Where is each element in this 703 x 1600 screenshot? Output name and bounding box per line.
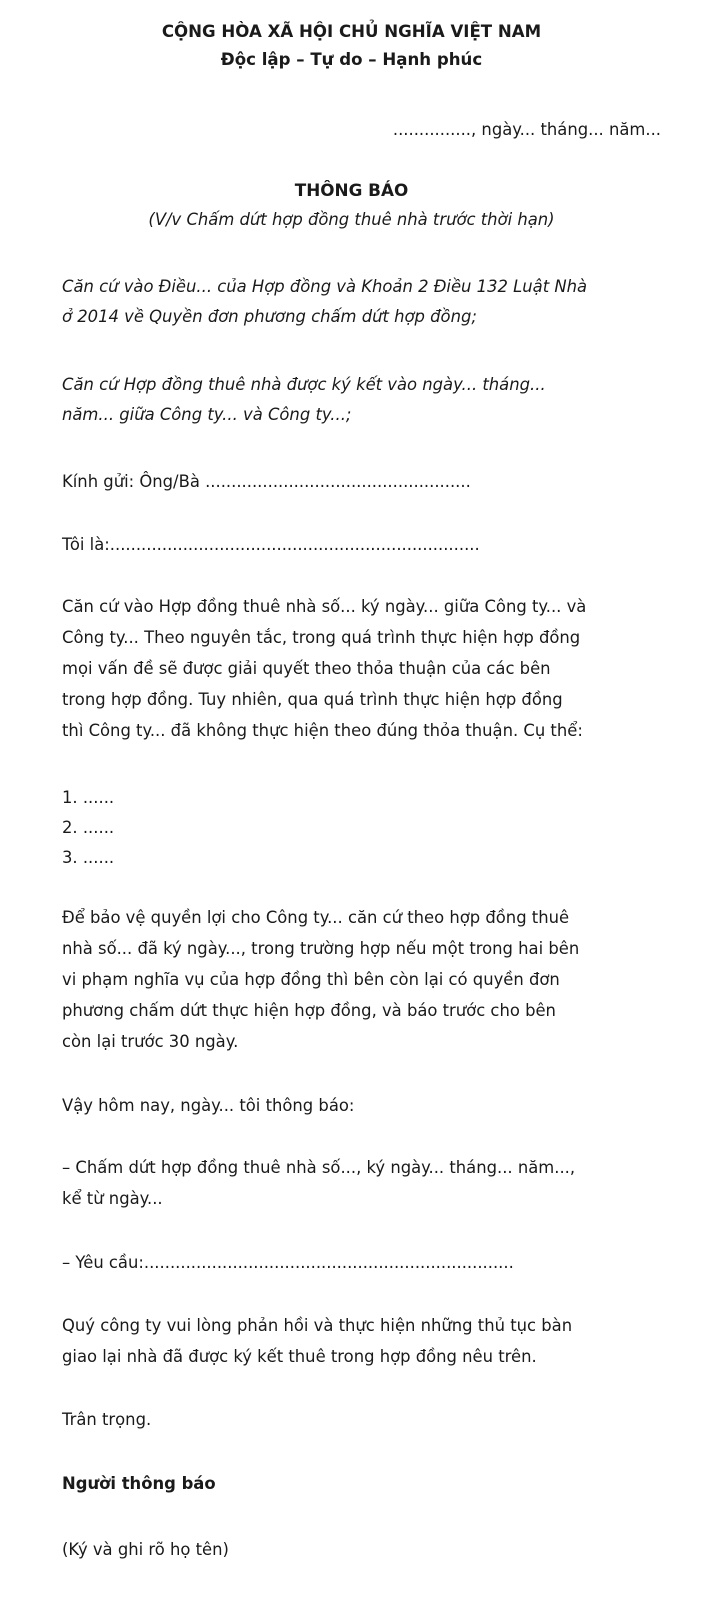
body-paragraph-1-line-1: Căn cứ vào Hợp đồng thuê nhà số... ký ngày... giữa Công ty... và xyxy=(62,597,587,616)
body-paragraph-1-line-4: trong hợp đồng. Tuy nhiên, qua quá trình thực hiện hợp đồng xyxy=(62,690,563,709)
signer-title: Người thông báo xyxy=(62,1474,216,1493)
body-paragraph-2-line-1: Để bảo vệ quyền lợi cho Công ty... căn cứ theo hợp đồng thuê xyxy=(62,908,570,927)
body-paragraph-2-line-2: nhà số... đã ký ngày..., trong trường hợp nếu một trong hai bên xyxy=(62,939,580,958)
signature-note: (Ký và ghi rõ họ tên) xyxy=(62,1540,229,1559)
national-motto: Độc lập – Tự do – Hạnh phúc xyxy=(220,50,483,69)
closing-request-line-1: Quý công ty vui lòng phản hồi và thực hiện những thủ tục bàn xyxy=(62,1316,573,1335)
termination-item-line-1: – Chấm dứt hợp đồng thuê nhà số..., ký ngày... tháng... năm..., xyxy=(62,1158,576,1177)
body-paragraph-2-line-3: vi phạm nghĩa vụ của hợp đồng thì bên còn lại có quyền đơn xyxy=(62,970,560,989)
closing-request-line-2: giao lại nhà đã được ký kết thuê trong hợp đồng nêu trên. xyxy=(62,1347,537,1366)
legal-basis-2-line-2: năm... giữa Công ty... và Công ty...; xyxy=(62,405,352,424)
body-paragraph-1-line-3: mọi vấn đề sẽ được giải quyết theo thỏa thuận của các bên xyxy=(62,659,551,678)
body-paragraph-1-line-5: thì Công ty... đã không thực hiện theo đúng thỏa thuận. Cụ thể: xyxy=(62,721,583,740)
regards: Trân trọng. xyxy=(62,1410,152,1429)
request-item: – Yêu cầu:....................................................................... xyxy=(62,1253,514,1272)
notice-intro: Vậy hôm nay, ngày... tôi thông báo: xyxy=(62,1096,355,1115)
body-paragraph-2-line-5: còn lại trước 30 ngày. xyxy=(62,1032,239,1051)
sender-line: Tôi là:....................................................................... xyxy=(62,535,480,554)
body-paragraph-1-line-2: Công ty... Theo nguyên tắc, trong quá trình thực hiện hợp đồng xyxy=(62,628,581,647)
document-subject: (V/v Chấm dứt hợp đồng thuê nhà trước thời hạn) xyxy=(148,210,555,229)
document-title: THÔNG BÁO xyxy=(294,180,409,200)
legal-basis-2-line-1: Căn cứ Hợp đồng thuê nhà được ký kết vào ngày... tháng... xyxy=(62,375,546,394)
legal-basis-1-line-2: ở 2014 về Quyền đơn phương chấm dứt hợp đồng; xyxy=(62,307,477,326)
place-date-line: ..............., ngày... tháng... năm... xyxy=(392,120,661,139)
recipient-line: Kính gửi: Ông/Bà ................................................... xyxy=(62,472,471,491)
termination-item-line-2: kể từ ngày... xyxy=(62,1189,163,1208)
violation-item-2: 2. ...... xyxy=(62,818,115,837)
national-title: CỘNG HÒA XÃ HỘI CHỦ NGHĨA VIỆT NAM xyxy=(161,22,542,41)
violation-item-1: 1. ...... xyxy=(62,788,115,807)
body-paragraph-2-line-4: phương chấm dứt thực hiện hợp đồng, và báo trước cho bên xyxy=(62,1001,556,1020)
legal-basis-1-line-1: Căn cứ vào Điều... của Hợp đồng và Khoản 2 Điều 132 Luật Nhà xyxy=(62,277,588,296)
violation-item-3: 3. ...... xyxy=(62,848,115,867)
